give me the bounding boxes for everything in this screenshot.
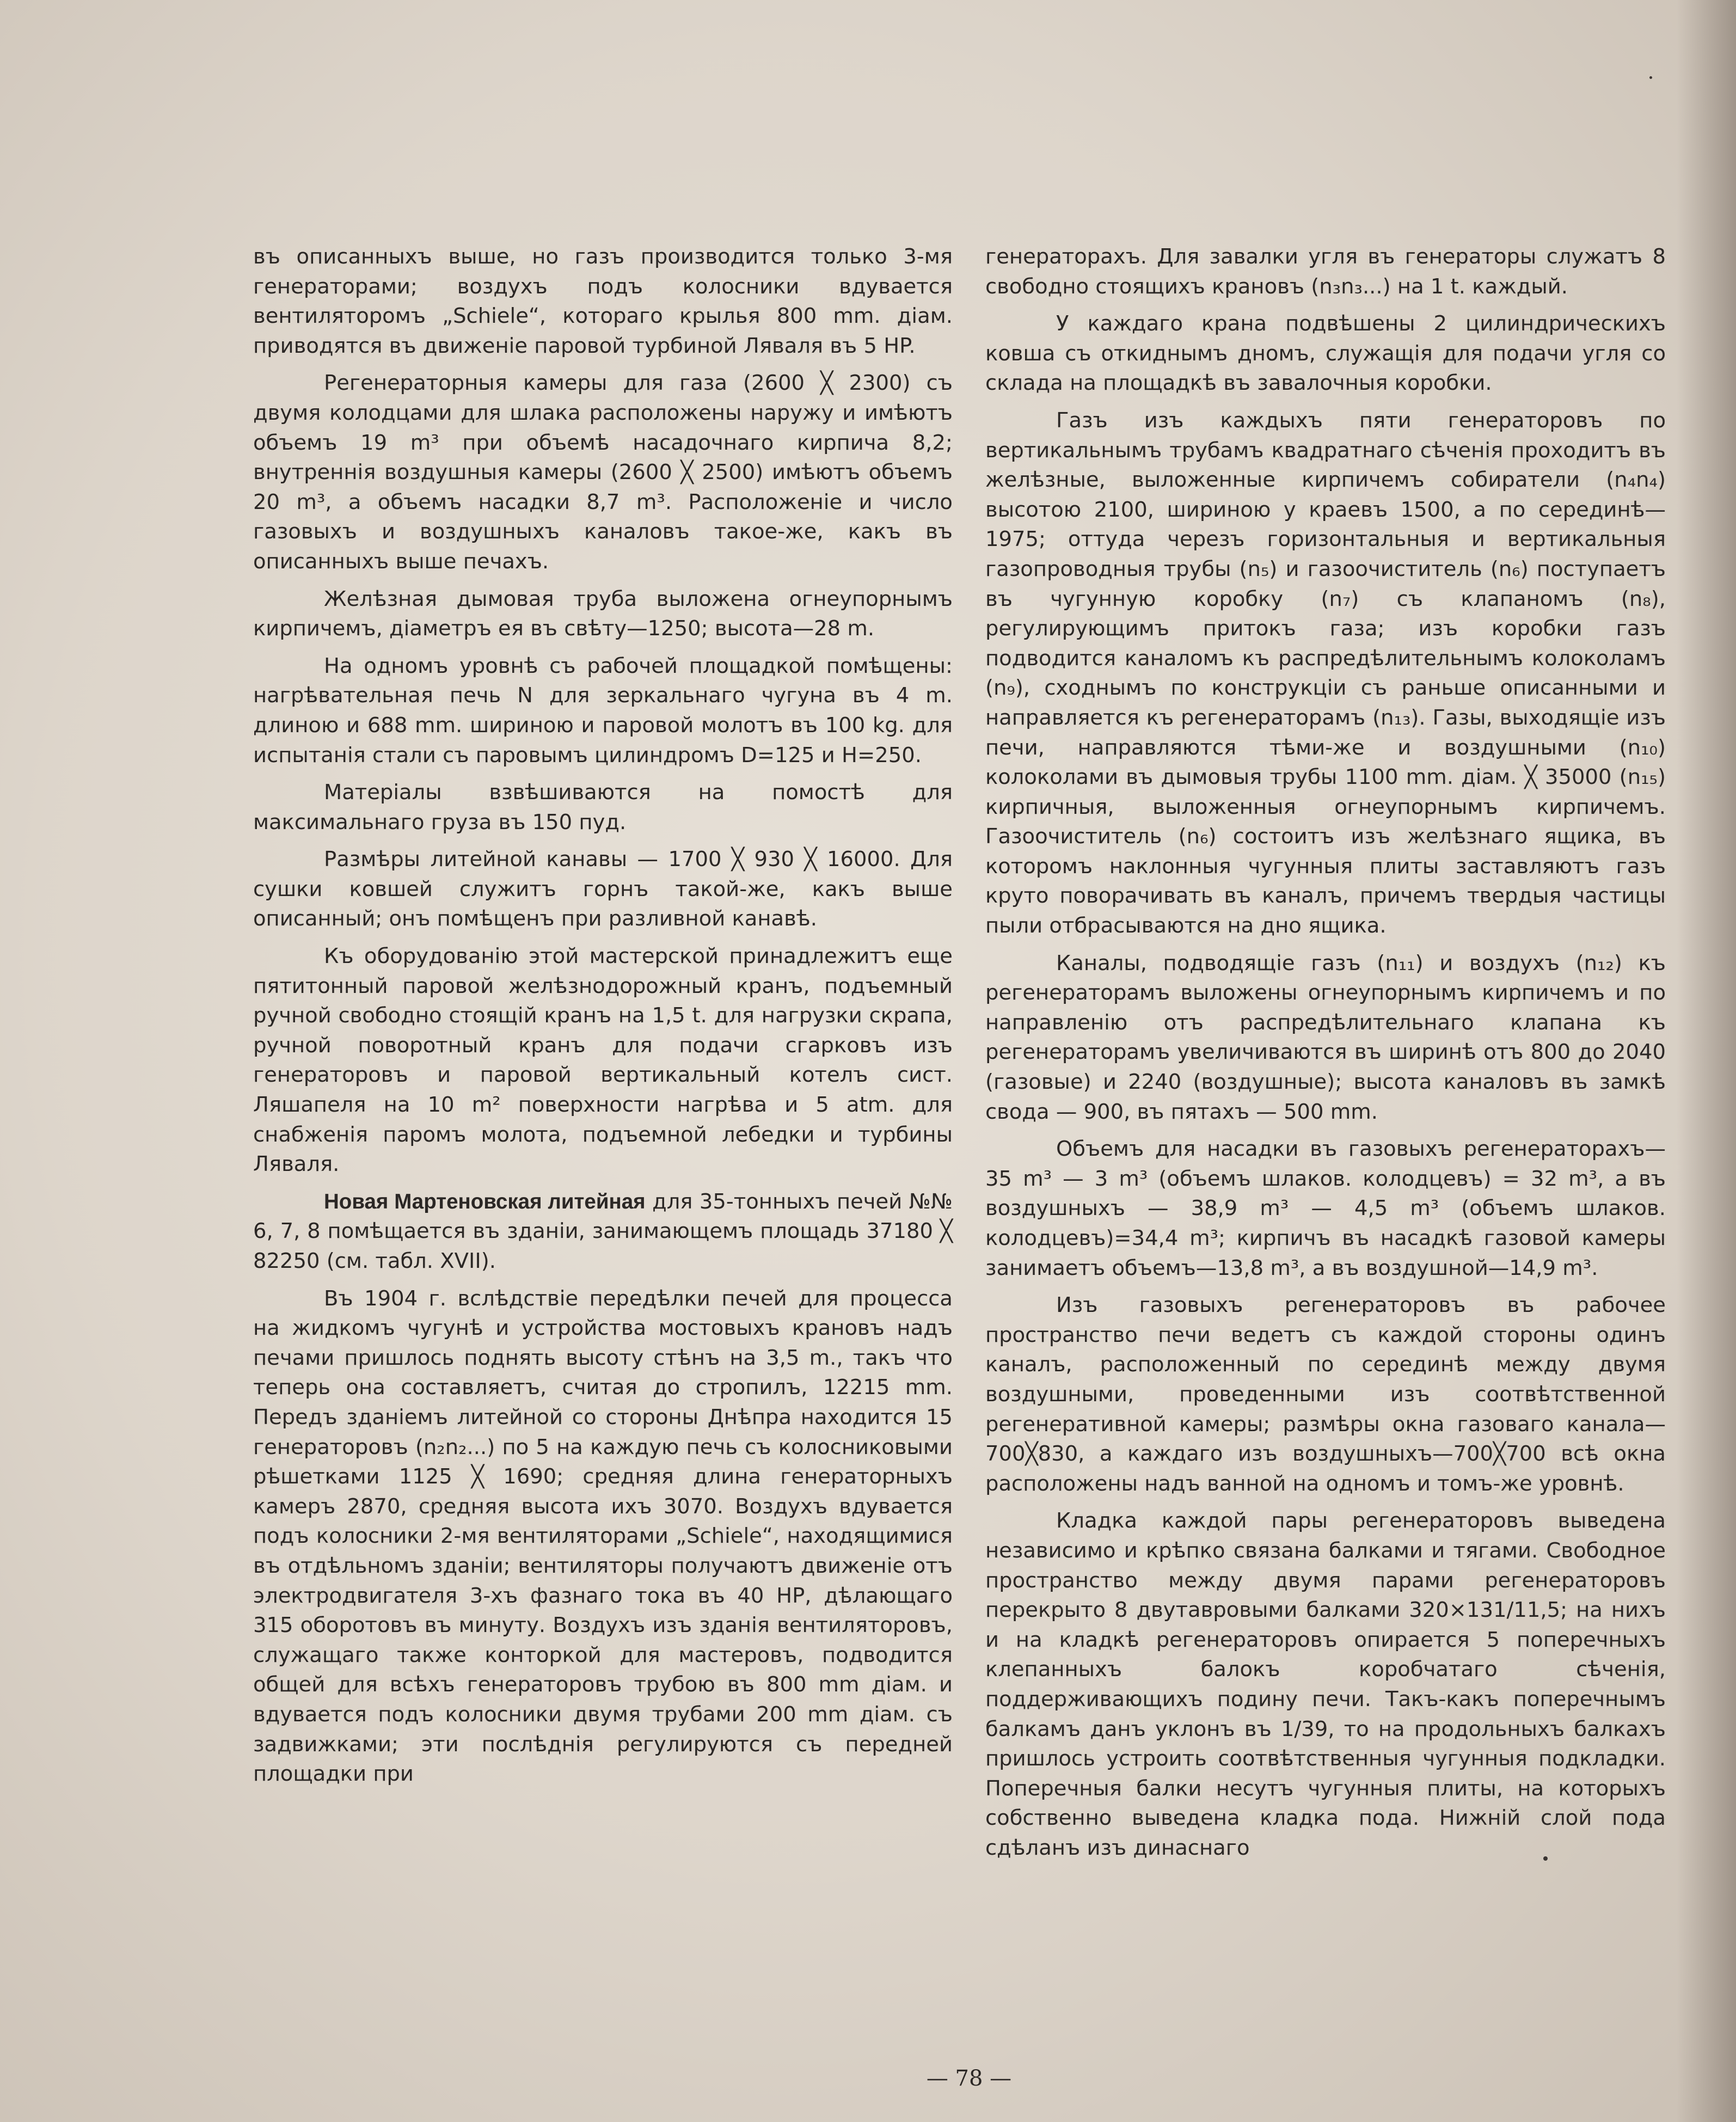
section-heading-paragraph xyxy=(253,1187,953,1277)
right-column xyxy=(985,242,1666,1863)
paragraph: На одномъ уровнѣ съ рабочей площадкой помѣщены: нагрѣвательная печь N для зеркальнаго чугуна въ 4 m. длиною и 688 mm. шириною и паровой молотъ въ 100 kg. для испытанія стали съ паровымъ цилиндромъ D=125 и H=250. xyxy=(253,653,953,768)
paragraph: Газъ изъ каждыхъ пяти генераторовъ по вертикальнымъ трубамъ квадратнаго сѣченія проходитъ въ желѣзные, выложенные кирпичемъ собиратели (n₄n₄) высотою 2100, шириною у краевъ 1500, а по серединѣ—1975; оттуда черезъ горизонтальныя и вертикальныя газопроводныя трубы (n₅) и газоочиститель (n₆) поступаетъ въ чугунную коробку (n₇) съ клапаномъ (n₈), регулирующимъ притокъ газа; изъ коробки газъ подводится каналомъ къ распредѣлительнымъ колоколамъ (n₉), сходнымъ по конструкціи съ раньше описанными и направляется къ регенераторамъ (n₁₃). Газы, выходящіе изъ печи, направляются тѣми-же и воздушными (n₁₀) колоколами въ дымовыя трубы 1100 mm. діам. ╳ 35000 (n₁₅) кирпичныя, выложенныя огнеупорнымъ кирпичемъ. Газоочиститель (n₆) состоитъ изъ желѣзнаго ящика, въ которомъ наклонныя чугунныя плиты заставляютъ газъ круто поворачивать въ каналъ, причемъ твердыя частицы пыли отбрасываются на дно ящика. xyxy=(985,408,1666,939)
page-number: — 78 — xyxy=(926,2066,1012,2091)
paragraph: Размѣры литейной канавы — 1700 ╳ 930 ╳ 16000. Для сушки ковшей служитъ горнъ такой-же, какъ выше описанный; онъ помѣщенъ при разливной канавѣ. xyxy=(253,847,953,931)
paragraph: Желѣзная дымовая труба выложена огнеупорнымъ кирпичемъ, діаметръ ея въ свѣту—1250; высота—28 m. xyxy=(253,586,953,641)
paragraph: Каналы, подводящіе газъ (n₁₁) и воздухъ (n₁₂) къ регенераторамъ выложены огнеупорнымъ кирпичемъ и по направленію отъ распредѣлительнаго клапана къ регенераторамъ увеличиваются въ ширинѣ отъ 800 до 2040 (газовые) и 2240 (воздушные); высота каналовъ въ замкѣ свода — 900, въ пятахъ — 500 mm. xyxy=(985,950,1666,1124)
left-column xyxy=(253,242,953,1789)
paragraph: Въ 1904 г. вслѣдствіе передѣлки печей для процесса на жидкомъ чугунѣ и устройства мостовыхъ крановъ надъ печами пришлось поднять высоту стѣнъ на 3,5 m., такъ что теперь она составляетъ, считая до стропилъ, 12215 mm. Передъ зданіемъ литейной со стороны Днѣпра находится 15 генераторовъ (n₂n₂...) по 5 на каждую печь съ колосниковыми рѣшетками 1125 ╳ 1690; средняя длина генераторныхъ камеръ 2870, средняя высота ихъ 3070. Воздухъ вдувается подъ колосники 2-мя вентиляторами „Schiele“, находящимися въ отдѣльномъ зданіи; вентиляторы получаютъ движеніе отъ электродвигателя 3-хъ фазнаго тока въ 40 HP, дѣлающаго 315 оборотовъ въ минуту. Воздухъ изъ зданія вентиляторовъ, служащаго также конторкой для мастеровъ, подводится общей для всѣхъ генераторовъ трубою въ 800 mm діам. и вдувается подъ колосники двумя трубами 200 mm діам. съ задвижками; эти послѣднія регулируются съ передней площадки при xyxy=(253,1286,953,1787)
binding-shadow xyxy=(1677,0,1736,2122)
paragraph: Регенераторныя камеры для газа (2600 ╳ 2300) съ двумя колодцами для шлака расположены наружу и имѣютъ объемъ 19 m³ при объемѣ насадочнаго кирпича 8,2; внутреннія воздушныя камеры (2600 ╳ 2500) имѣютъ объемъ 20 m³, а объемъ насадки 8,7 m³. Расположеніе и число газовыхъ и воздушныхъ каналовъ такое-же, какъ въ описанныхъ выше печахъ. xyxy=(253,371,953,574)
paragraph: У каждаго крана подвѣшены 2 цилиндрическихъ ковша съ откиднымъ дномъ, служащія для подачи угля со склада на площадкѣ въ завалочныя коробки. xyxy=(985,311,1666,396)
paragraph: Объемъ для насадки въ газовыхъ регенераторахъ— 35 m³ — 3 m³ (объемъ шлаков. колодцевъ) = 32 m³, а въ воздушныхъ — 38,9 m³ — 4,5 m³ (объемъ шлаков. колодцевъ)=34,4 m³; кирпичъ въ насадкѣ газовой камеры занимаетъ объемъ—13,8 m³, а въ воздушной—14,9 m³. xyxy=(985,1137,1666,1280)
section-heading: Новая Мартеновская литейная xyxy=(324,1189,646,1213)
paragraph: Матеріалы взвѣшиваются на помостѣ для максимальнаго груза въ 150 пуд. xyxy=(253,780,953,835)
ink-speck xyxy=(1649,76,1652,79)
paragraph: Кладка каждой пары регенераторовъ выведена независимо и крѣпко связана балками и тягами. Свободное пространство между двумя парами регенераторовъ перекрыто 8 двутавровыми балками 320×131/11,5; на нихъ и на кладкѣ регенераторовъ опирается 5 поперечныхъ клепанныхъ балокъ коробчатаго сѣченія, поддерживающихъ подину печи. Такъ-какъ поперечнымъ балкамъ данъ уклонъ въ 1/39, то на продольныхъ балкахъ пришлось устроить соотвѣтственныя чугунныя подкладки. Поперечныя балки несутъ чугунныя плиты, на которыхъ собственно выведена кладка пода. Нижній слой пода сдѣланъ изъ динаснаго xyxy=(985,1508,1666,1860)
paragraph: въ описанныхъ выше, но газъ производится только 3-мя генераторами; воздухъ подъ колосники вдувается вентиляторомъ „Schiele“, котораго крылья 800 mm. діам. приводятся въ движеніе паровой турбиной Ляваля въ 5 HP. xyxy=(253,244,953,358)
paragraph: Къ оборудованію этой мастерской принадлежитъ еще пятитонный паровой желѣзнодорожный кранъ, подъемный ручной свободно стоящій кранъ на 1,5 t. для нагрузки скрапа, ручной поворотный кранъ для подачи сгарковъ изъ генераторовъ и паровой вертикальный котелъ сист. Ляшапеля на 10 m² поверхности нагрѣва и 5 atm. для снабженія паромъ молота, подъемной лебедки и турбины Ляваля. xyxy=(253,944,953,1177)
section-heading-rest: для 35-тонныхъ печей №№ 6, 7, 8 помѣщается въ зданіи, занимающемъ площадь 37180 ╳ 82250 (см. табл. XVII). xyxy=(253,1189,953,1273)
paragraph: Изъ газовыхъ регенераторовъ въ рабочее пространство печи ведетъ съ каждой стороны одинъ каналъ, расположенный по серединѣ между двумя воздушными, проведенными изъ соотвѣтственной регенеративной камеры; размѣры окна газоваго канала—700╳830, а каждаго изъ воздушныхъ—700╳700 всѣ окна расположены надъ ванной на одномъ и томъ-же уровнѣ. xyxy=(985,1293,1666,1496)
ink-speck xyxy=(1543,1856,1548,1861)
paragraph: генераторахъ. Для завалки угля въ генераторы служатъ 8 свободно стоящихъ крановъ (n₃n₃...) на 1 t. каждый. xyxy=(985,244,1666,299)
